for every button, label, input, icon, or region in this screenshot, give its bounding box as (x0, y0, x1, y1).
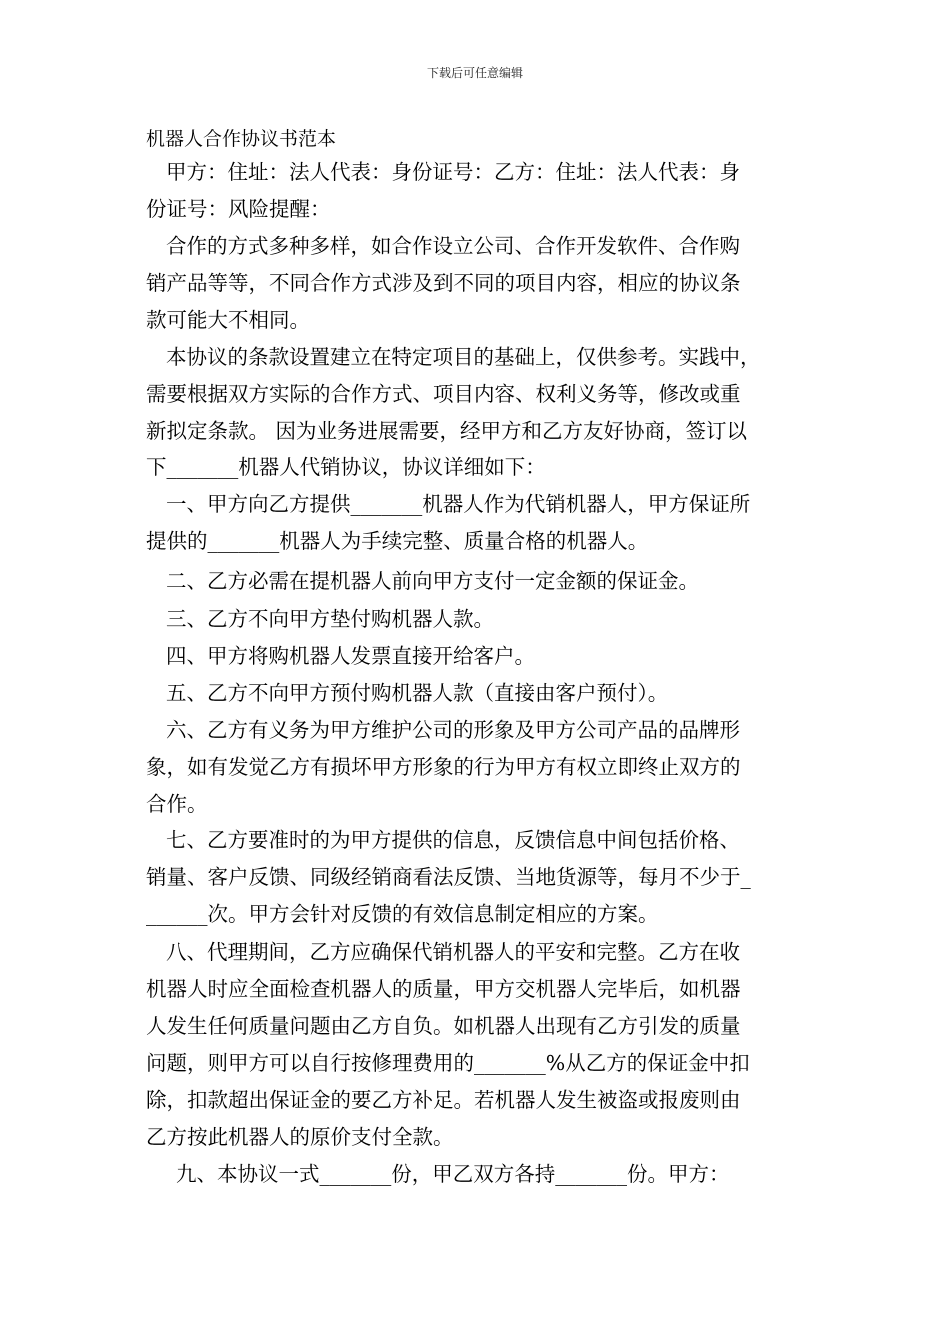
paragraph-line: 甲方：住址：法人代表：身份证号：乙方：住址：法人代表：身 (166, 160, 740, 184)
paragraph-line: 款可能大不相同。 (146, 308, 310, 332)
paragraph-line: 问题，则甲方可以自行按修理费用的_______%从乙方的保证金中扣 (146, 1051, 750, 1075)
paragraph-line: 八、代理期间，乙方应确保代销机器人的平安和完整。乙方在收 (166, 940, 740, 964)
paragraph-line: 三、乙方不向甲方垫付购机器人款。 (166, 607, 494, 631)
paragraph-line: 二、乙方必需在提机器人前向甲方支付一定金额的保证金。 (166, 569, 699, 593)
paragraph-line: 六、乙方有义务为甲方维护公司的形象及甲方公司产品的品牌形 (166, 718, 740, 742)
page-header: 下载后可任意编辑 (426, 66, 523, 80)
paragraph-line: 销产品等等，不同合作方式涉及到不同的项目内容，相应的协议条 (146, 271, 741, 295)
paragraph-line: 一、甲方向乙方提供_______机器人作为代销机器人，甲方保证所 (166, 492, 751, 516)
paragraph-line: 象，如有发觉乙方有损坏甲方形象的行为甲方有权立即终止双方的 (146, 755, 741, 779)
paragraph-line: 下_______机器人代销协议，协议详细如下： (146, 455, 546, 479)
paragraph-line: 份证号：风险提醒： (146, 197, 331, 221)
paragraph-line: 乙方按此机器人的原价支付全款。 (146, 1125, 454, 1149)
paragraph-line: 本协议的条款设置建立在特定项目的基础上，仅供参考。实践中， (166, 345, 761, 369)
paragraph-line: 合作。 (146, 792, 208, 816)
paragraph-line: ______次。甲方会针对反馈的有效信息制定相应的方案。 (146, 902, 659, 926)
paragraph-line: 合作的方式多种多样，如合作设立公司、合作开发软件、合作购 (166, 234, 740, 258)
paragraph-line: 机器人时应全面检查机器人的质量，甲方交机器人完毕后，如机器 (146, 977, 741, 1001)
paragraph-line: 七、乙方要准时的为甲方提供的信息，反馈信息中间包括价格、 (166, 828, 740, 852)
paragraph-line: 需要根据双方实际的合作方式、项目内容、权利义务等，修改或重 (146, 382, 741, 406)
paragraph-line: 新拟定条款。 因为业务进展需要，经甲方和乙方友好协商，签订以 (146, 419, 748, 443)
paragraph-line: 提供的_______机器人为手续完整、质量合格的机器人。 (146, 529, 649, 553)
document-title: 机器人合作协议书范本 (146, 128, 337, 150)
paragraph-line: 销量、客户反馈、同级经销商看法反馈、当地货源等，每月不少于_ (146, 865, 751, 889)
paragraph-line: 九、本协议一式_______份，甲乙双方各持_______份。甲方： (176, 1162, 730, 1186)
paragraph-line: 人发生任何质量问题由乙方自负。如机器人出现有乙方引发的质量 (146, 1014, 741, 1038)
paragraph-line: 五、乙方不向甲方预付购机器人款（直接由客户预付）。 (166, 681, 669, 705)
paragraph-line: 除，扣款超出保证金的要乙方补足。若机器人发生被盗或报废则由 (146, 1088, 741, 1112)
paragraph-line: 四、甲方将购机器人发票直接开给客户。 (166, 644, 535, 668)
